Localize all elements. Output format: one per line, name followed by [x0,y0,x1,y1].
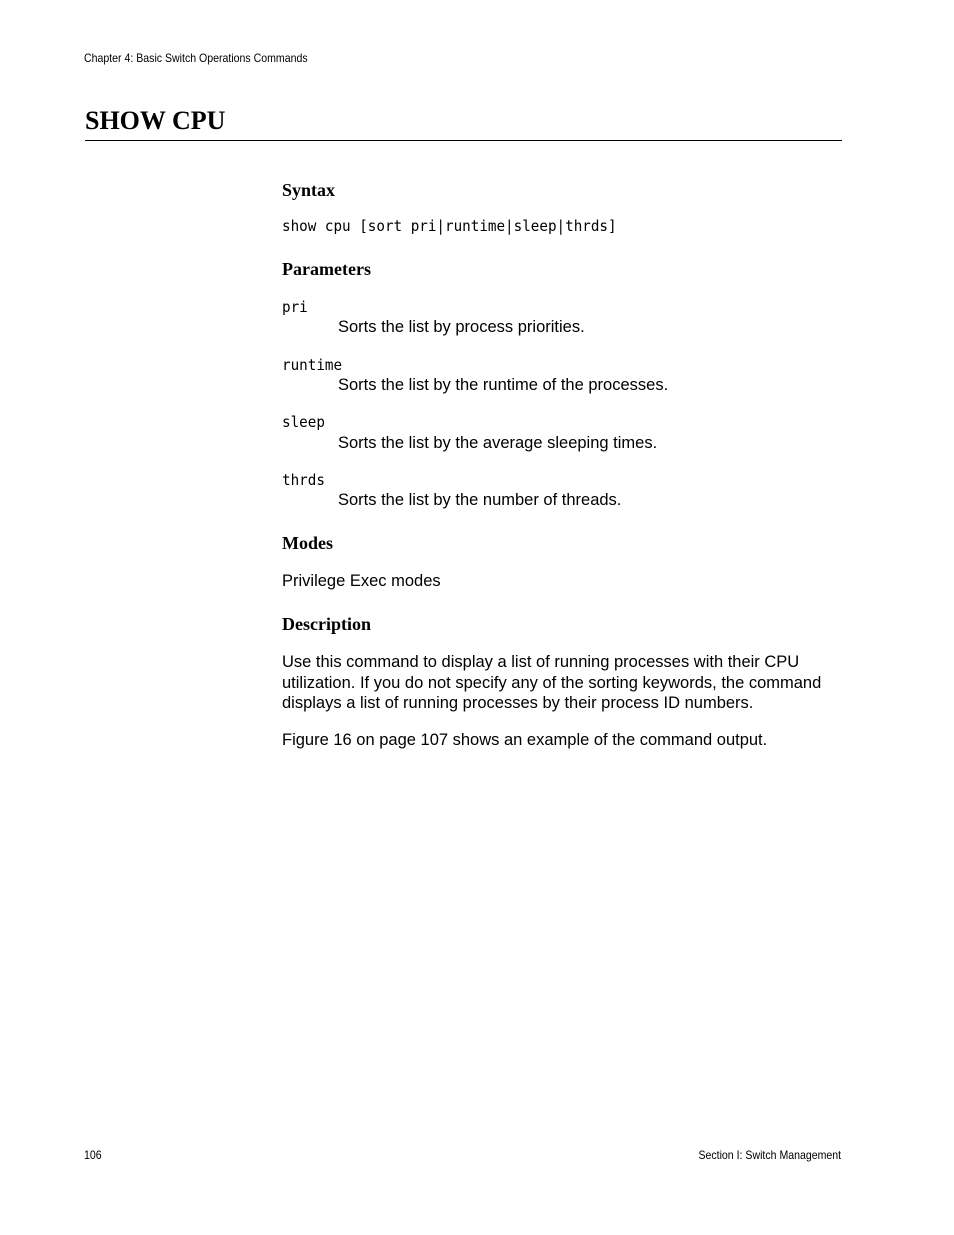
title-rule [85,140,842,141]
modes-text: Privilege Exec modes [282,572,441,590]
parameter-description: Sorts the list by the average sleeping times. [338,434,658,452]
parameter-description: Sorts the list by the number of threads. [338,491,622,509]
parameter-description: Sorts the list by the runtime of the processes. [338,376,669,394]
description-line: displays a list of running processes by their process ID numbers. [282,694,754,712]
description-line: utilization. If you do not specify any of the sorting keywords, the command [282,673,822,692]
syntax-command: show cpu [sort pri|runtime|sleep|thrds] [282,217,617,235]
parameter-name: runtime [282,356,343,374]
syntax-heading: Syntax [282,180,336,200]
parameter-name: thrds [282,471,325,489]
parameter-name: pri [282,298,308,316]
description-paragraph [282,652,842,714]
section-footer: Section I: Switch Management [698,1148,841,1162]
parameters-heading: Parameters [282,259,371,279]
figure-reference: Figure 16 on page 107 shows an example of the command output. [282,731,768,749]
description-heading: Description [282,614,371,634]
page-number: 106 [84,1148,102,1162]
running-header: Chapter 4: Basic Switch Operations Commands [84,51,308,65]
modes-heading: Modes [282,533,333,553]
parameter-description: Sorts the list by process priorities. [338,318,585,336]
parameter-name: sleep [282,413,325,431]
page-title: SHOW CPU [85,106,226,135]
description-line: Use this command to display a list of running processes with their CPU [282,653,800,671]
